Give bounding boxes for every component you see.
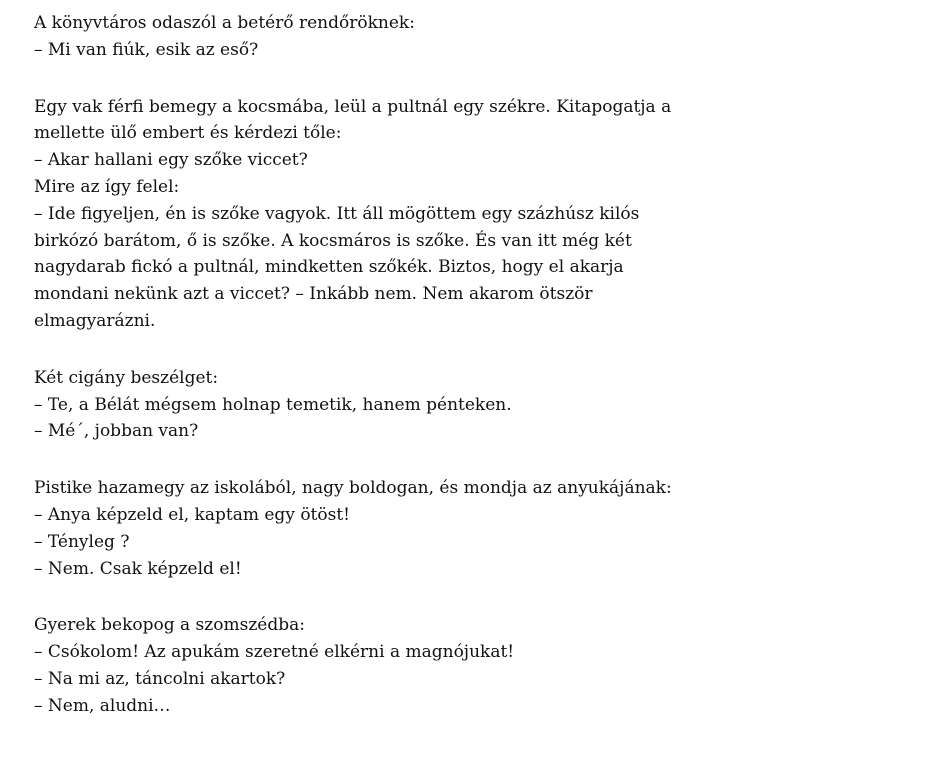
joke-line: elmagyarázni.: [34, 310, 156, 331]
joke-two-men: [34, 365, 914, 445]
joke-line: Gyerek bekopog a szomszédba:: [34, 615, 305, 636]
joke-line: Mire az így felel:: [34, 176, 180, 197]
joke-line: – Nem, aludni…: [34, 695, 171, 716]
joke-line: – Anya képzeld el, kaptam egy ötöst!: [34, 504, 351, 525]
joke-line: Pistike hazamegy az iskolából, nagy boldogan, és mondja az anyukájának:: [34, 478, 672, 499]
joke-line: – Tényleg ?: [34, 531, 130, 552]
joke-line: – Nem. Csak képzeld el!: [34, 558, 242, 579]
joke-pistike: [34, 475, 914, 582]
joke-line: – Ide figyeljen, én is szőke vagyok. Itt áll mögöttem egy százhúsz kilós: [34, 203, 640, 224]
joke-line: – Csókolom! Az apukám szeretné elkérni a magnójukat!: [34, 642, 515, 663]
joke-blind-man: [34, 94, 914, 335]
joke-librarian: [34, 10, 914, 64]
joke-line: A könyvtáros odaszól a betérő rendőröknek:: [34, 13, 415, 33]
joke-line: mellette ülő embert és kérdezi tőle:: [34, 123, 342, 144]
joke-line: – Mi van fiúk, esik az eső?: [34, 39, 259, 60]
joke-line: birkózó barátom, ő is szőke. A kocsmáros is szőke. És van itt még két: [34, 230, 632, 251]
joke-neighbor: [34, 612, 914, 719]
joke-line: nagydarab fickó a pultnál, mindketten szőkék. Biztos, hogy el akarja: [34, 257, 624, 278]
joke-line: Két cigány beszélget:: [34, 367, 219, 388]
joke-line: – Akar hallani egy szőke viccet?: [34, 150, 308, 171]
joke-document: [34, 10, 914, 750]
joke-line: Egy vak férfi bemegy a kocsmába, leül a pultnál egy székre. Kitapogatja a: [34, 96, 672, 117]
joke-line: – Te, a Bélát mégsem holnap temetik, hanem pénteken.: [34, 394, 512, 415]
joke-line: – Mé´, jobban van?: [34, 421, 199, 442]
joke-line: – Na mi az, táncolni akartok?: [34, 668, 286, 689]
joke-line: mondani nekünk azt a viccet? – Inkább nem. Nem akarom ötször: [34, 284, 593, 305]
